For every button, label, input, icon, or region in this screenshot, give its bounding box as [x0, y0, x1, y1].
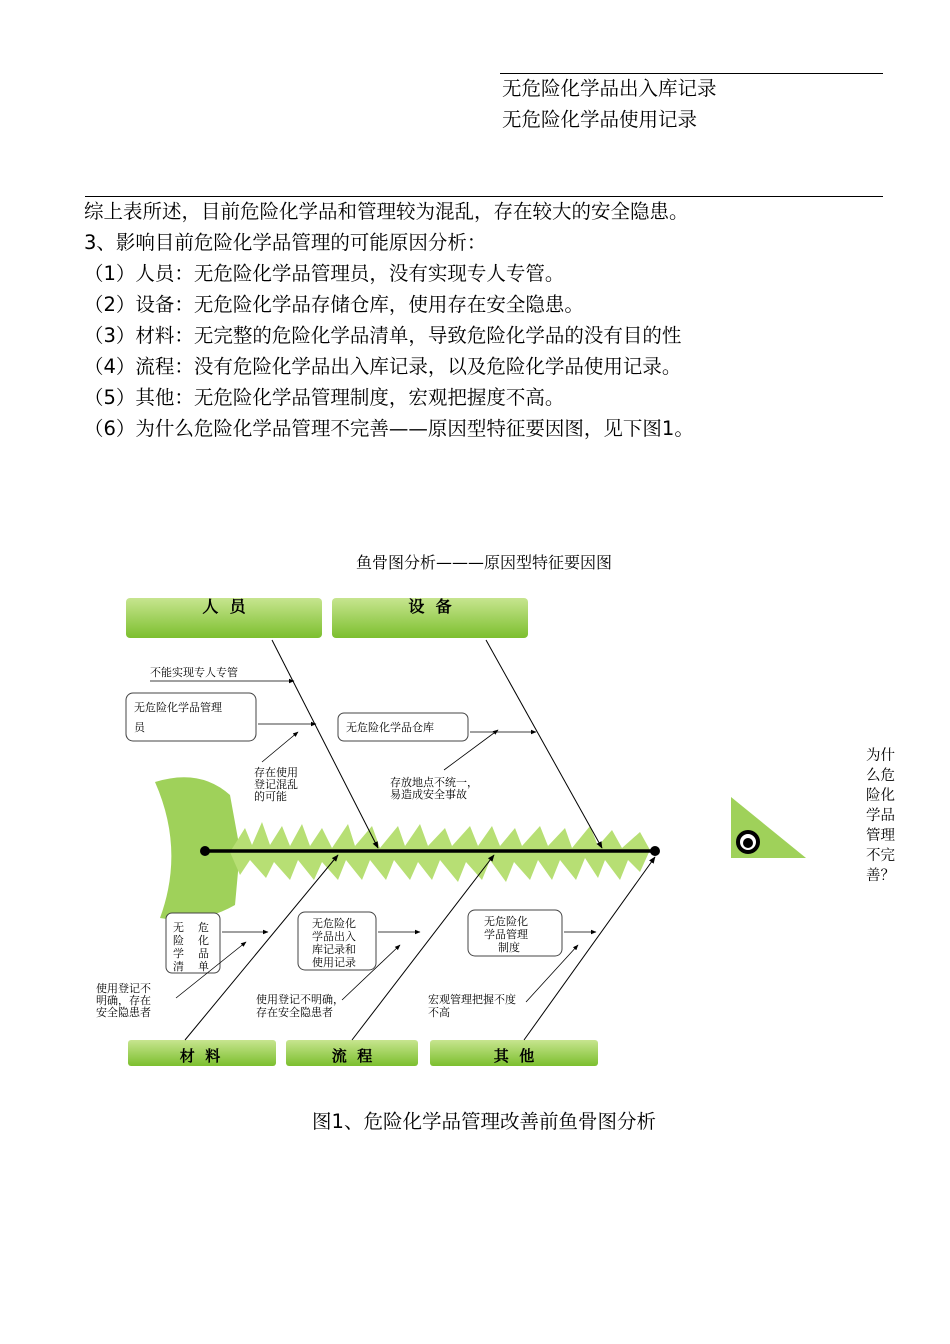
- svg-text:单: 单: [198, 960, 209, 973]
- fish-tail-shape: [155, 777, 240, 920]
- svg-text:学: 学: [173, 947, 184, 960]
- cause-unclear-registration-1: 使用登记不: [96, 982, 151, 995]
- svg-text:安全隐患者: 安全隐患者: [96, 1006, 151, 1019]
- svg-text:不高: 不高: [428, 1006, 450, 1019]
- svg-text:无危险化学品仓库: 无危险化学品仓库: [346, 721, 434, 734]
- category-personnel-label: 人 员: [202, 597, 246, 616]
- cause-macro-management: 宏观管理把握不度: [428, 993, 516, 1006]
- category-equipment-label: 设 备: [408, 597, 452, 616]
- svg-text:使用记录: 使用记录: [312, 956, 356, 969]
- svg-text:无危险化: 无危险化: [312, 917, 356, 930]
- svg-text:登记混乱: 登记混乱: [254, 778, 298, 791]
- fishbone-diagram: [0, 590, 950, 1070]
- svg-text:清: 清: [173, 960, 184, 973]
- svg-text:制度: 制度: [498, 941, 520, 954]
- figure-title: 鱼骨图分析———原因型特征要因图: [355, 553, 612, 572]
- svg-text:学品出入: 学品出入: [312, 930, 356, 943]
- bone-equipment: [486, 640, 602, 848]
- svg-text:存在安全隐患者: 存在安全隐患者: [256, 1006, 333, 1019]
- cause-no-dedicated: 不能实现专人专管: [150, 666, 238, 679]
- svg-text:危: 危: [198, 921, 209, 934]
- paragraph-heading: 3、影响目前危险化学品管理的可能原因分析：: [84, 231, 487, 254]
- paragraph-item-2: （2）设备：无危险化学品存储仓库，使用存在安全隐患。: [84, 293, 584, 316]
- svg-text:无危险化学品管理: 无危险化学品管理: [134, 701, 222, 714]
- category-other-label: 其 他: [493, 1047, 535, 1065]
- svg-text:库记录和: 库记录和: [312, 943, 356, 956]
- paragraph-item-5: （5）其他：无危险化学品管理制度，宏观把握度不高。: [84, 386, 565, 409]
- cause-usage-registration: 存在使用: [254, 766, 298, 779]
- svg-text:的可能: 的可能: [254, 790, 287, 803]
- svg-text:明确，存在: 明确，存在: [96, 994, 151, 1007]
- svg-text:学品管理: 学品管理: [484, 928, 528, 941]
- cause-storage-location: 存放地点不统一，: [390, 776, 478, 789]
- cause-unclear-registration-2: 使用登记不明确，: [256, 993, 344, 1006]
- svg-text:无: 无: [173, 921, 184, 934]
- paragraph-item-6: （6）为什么危险化学品管理不完善——原因型特征要因图，见下图1。: [84, 417, 694, 440]
- paragraph-summary: 综上表所述，目前危险化学品和管理较为混乱，存在较大的安全隐患。: [84, 200, 689, 223]
- bone-personnel: [272, 640, 378, 848]
- table-cell-row1: 无危险化学品出入库记录: [502, 77, 717, 100]
- svg-text:险: 险: [173, 934, 184, 947]
- category-process-label: 流 程: [331, 1047, 373, 1065]
- paragraph-item-4: （4）流程：没有危险化学品出入库记录，以及危险化学品使用记录。: [84, 355, 682, 378]
- paragraph-item-1: （1）人员：无危险化学品管理员，没有实现专人专管。: [84, 262, 565, 285]
- svg-text:员: 员: [134, 721, 145, 734]
- paragraph-item-3: （3）材料：无完整的危险化学品清单，导致危险化学品的没有目的性: [84, 324, 682, 347]
- analysis-text: [84, 196, 694, 444]
- svg-text:易造成安全事故: 易造成安全事故: [390, 788, 467, 801]
- svg-text:品: 品: [198, 947, 209, 960]
- spine-end-dot: [650, 846, 660, 856]
- category-material-label: 材 料: [179, 1047, 221, 1065]
- figure-caption: 图1、危险化学品管理改善前鱼骨图分析: [312, 1110, 656, 1133]
- table-cell-row2: 无危险化学品使用记录: [502, 108, 698, 131]
- problem-statement: 为什么危险化学品管理不完善？: [866, 748, 895, 884]
- spine-start-dot: [200, 846, 210, 856]
- svg-text:化: 化: [198, 934, 209, 947]
- svg-text:无危险化: 无危险化: [484, 915, 528, 928]
